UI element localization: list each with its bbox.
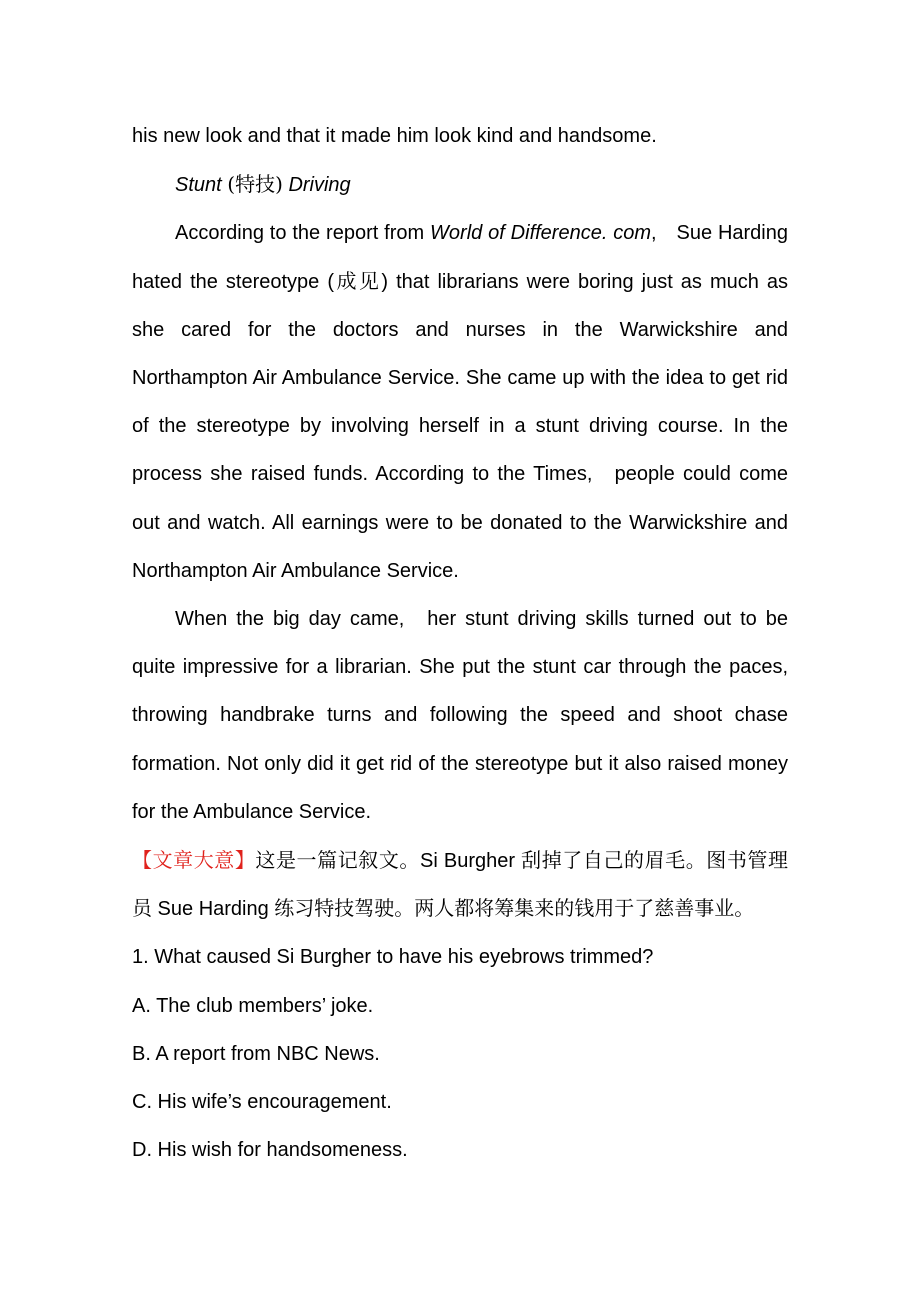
heading-title-part-b: Driving xyxy=(288,174,351,197)
passage-continuation-line: his new look and that it made him look kind and handsome. xyxy=(132,125,657,147)
option-c: C. His wife’s encouragement. xyxy=(132,1091,392,1114)
paragraph-1-body-end: people could come out and watch. All earnings were to be donated to the Warwickshire and Northampton Air Ambulance Service. xyxy=(132,463,789,582)
heading-chinese-gloss: (特技) xyxy=(227,172,283,197)
question-stem: 1. What caused Si Burgher to have his eyebrows trimmed? xyxy=(132,946,654,969)
document-page xyxy=(132,112,788,1174)
summary-text: 这是一篇记叙文。Si Burgher 刮掉了自己的眉毛。图书管理员 Sue Harding 练习特技驾驶。两人都将筹集来的钱用于了慈善事业。 xyxy=(132,850,788,921)
paragraph-1-lead: According to the report from xyxy=(175,222,425,245)
paragraph-1-body: Sue Harding hated the stereotype (成见) that librarians were boring just as much as she cared for the doctors and nurses in the Warwickshire and Northampton Air Ambulance Service. She came up with the idea to get rid of the stereotype by involving herself in a stunt driving course. In the process she raised funds. According to the Times, xyxy=(132,222,788,486)
paragraph-1-comma: , xyxy=(651,222,657,245)
option-a: A. The club members’ joke. xyxy=(132,994,374,1017)
option-d: D. His wish for handsomeness. xyxy=(132,1139,408,1162)
paragraph-2-body: her stunt driving skills turned out to be quite impressive for a librarian. She put the stunt car through the paces, throwing handbrake turns and following the speed and shoot chase formation. Not only did it get rid of the stereotype but it also raised money for the Ambulance Service. xyxy=(132,608,788,823)
section-heading xyxy=(132,160,788,209)
paragraph-1-source: World of Difference. com xyxy=(430,222,652,245)
passage-paragraph-2 xyxy=(132,595,788,836)
passage-paragraph-1 xyxy=(132,209,788,595)
heading-title-part-a: Stunt xyxy=(175,174,222,197)
paragraph-2-lead: When the big day came, xyxy=(175,608,405,631)
option-b: B. A report from NBC News. xyxy=(132,1042,380,1065)
summary-tag: 【文章大意】 xyxy=(132,848,256,873)
summary-paragraph xyxy=(132,836,788,933)
